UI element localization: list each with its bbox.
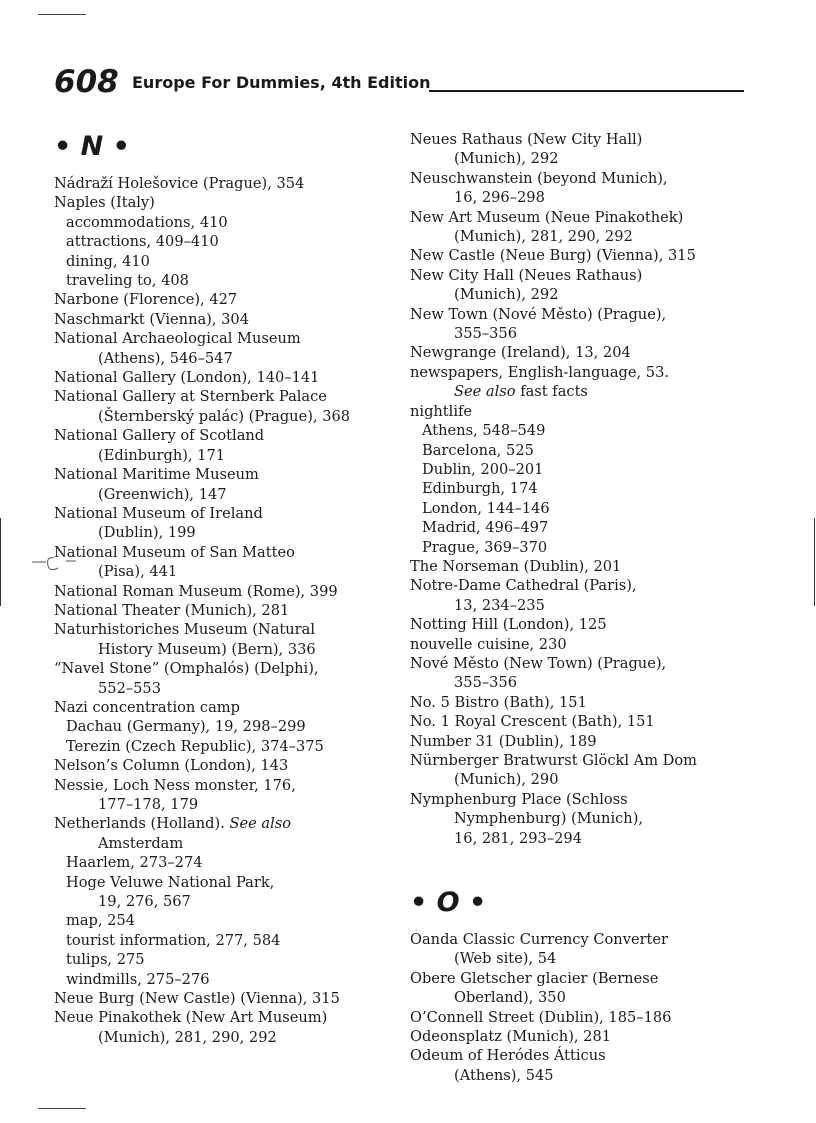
index-entry-text: nightlife xyxy=(410,402,473,420)
index-entry-text: Narbone (Florence), 427 xyxy=(54,291,238,309)
index-entry-text: Dachau (Germany), 19, 298–299 xyxy=(66,718,306,736)
index-entry-text: (Pisa), 441 xyxy=(98,563,178,581)
index-entry-text: attractions, 409–410 xyxy=(66,233,219,251)
index-entry xyxy=(410,693,760,712)
index-entry xyxy=(410,169,760,188)
index-entry-text: Edinburgh, 174 xyxy=(422,480,538,498)
index-list-left xyxy=(54,174,399,1047)
index-entry-text: Amsterdam xyxy=(98,834,184,852)
index-entry xyxy=(54,814,399,833)
index-entry xyxy=(410,208,760,227)
index-entry xyxy=(54,543,399,562)
index-entry xyxy=(410,149,760,168)
index-entry-text: (Šternberský palác) (Prague), 368 xyxy=(98,407,351,425)
index-entry xyxy=(410,188,760,207)
index-entry xyxy=(54,989,399,1008)
index-entry xyxy=(54,620,399,639)
index-entry-text: Athens, 548–549 xyxy=(422,422,546,440)
index-entry xyxy=(54,659,399,678)
index-entry-text: Barcelona, 525 xyxy=(422,441,534,459)
index-entry-text: (Greenwich), 147 xyxy=(98,485,227,503)
index-entry xyxy=(54,1028,399,1047)
index-entry xyxy=(410,441,760,460)
index-entry-text: nouvelle cuisine, 230 xyxy=(410,635,567,653)
index-entry-text: New Town (Nové Město) (Prague), xyxy=(410,305,667,323)
index-entry xyxy=(410,654,760,673)
index-entry xyxy=(54,174,399,193)
index-entry-text: Netherlands (Holland). xyxy=(54,815,230,833)
index-entry xyxy=(410,246,760,265)
index-entry-text: tulips, 275 xyxy=(66,951,145,969)
index-entry-text: New Castle (Neue Burg) (Vienna), 315 xyxy=(410,247,696,265)
index-entry xyxy=(54,290,399,309)
page-edge-mark-right xyxy=(814,518,815,606)
index-entry xyxy=(410,1008,760,1027)
index-entry xyxy=(54,795,399,814)
index-entry xyxy=(410,576,760,595)
index-entry xyxy=(410,421,760,440)
index-entry xyxy=(54,310,399,329)
index-list-right-o xyxy=(410,930,760,1085)
index-entry xyxy=(54,737,399,756)
index-entry-text: Terezin (Czech Republic), 374–375 xyxy=(66,737,324,755)
index-entry-text: (Web site), 54 xyxy=(454,950,557,968)
index-entry-text: National Theater (Munich), 281 xyxy=(54,601,290,619)
index-entry-text: National Gallery at Sternberk Palace xyxy=(54,388,327,406)
index-entry xyxy=(54,232,399,251)
index-entry-text: windmills, 275–276 xyxy=(66,970,210,988)
index-entry-text: Neuschwanstein (beyond Munich), xyxy=(410,169,668,187)
index-entry xyxy=(54,640,399,659)
index-entry xyxy=(54,426,399,445)
index-entry xyxy=(410,266,760,285)
index-entry xyxy=(410,732,760,751)
index-entry xyxy=(410,790,760,809)
index-entry xyxy=(54,582,399,601)
index-entry-text: Prague, 369–370 xyxy=(422,538,548,556)
index-entry xyxy=(410,538,760,557)
index-entry xyxy=(410,324,760,343)
index-entry xyxy=(410,363,760,382)
index-entry-text: The Norseman (Dublin), 201 xyxy=(410,557,622,575)
index-entry xyxy=(54,252,399,271)
index-entry xyxy=(410,949,760,968)
index-entry xyxy=(54,523,399,542)
index-entry-text: (Munich), 290 xyxy=(454,771,559,789)
index-entry xyxy=(54,387,399,406)
index-entry-text: Nelson’s Column (London), 143 xyxy=(54,757,289,775)
index-entry xyxy=(54,407,399,426)
index-entry xyxy=(54,892,399,911)
index-entry-text: Number 31 (Dublin), 189 xyxy=(410,732,597,750)
index-entry-text: (Munich), 292 xyxy=(454,286,559,304)
index-entry-text: 13, 234–235 xyxy=(454,596,545,614)
index-entry xyxy=(54,465,399,484)
index-entry-text: Oanda Classic Currency Converter xyxy=(410,931,669,949)
index-entry xyxy=(410,382,760,401)
index-entry xyxy=(410,518,760,537)
index-entry-text: fast facts xyxy=(515,383,588,401)
index-entry-text: 16, 281, 293–294 xyxy=(454,829,582,847)
index-entry xyxy=(54,717,399,736)
index-entry-text: 19, 276, 567 xyxy=(98,893,191,911)
index-entry-text: History Museum) (Bern), 336 xyxy=(98,640,316,658)
index-entry xyxy=(410,635,760,654)
index-entry xyxy=(54,931,399,950)
index-entry xyxy=(54,504,399,523)
index-entry-text: Nazi concentration camp xyxy=(54,698,240,716)
index-entry-text: (Athens), 545 xyxy=(454,1066,554,1084)
index-entry xyxy=(54,756,399,775)
index-entry-text: National Museum of Ireland xyxy=(54,504,263,522)
index-entry xyxy=(410,1046,760,1065)
index-entry xyxy=(54,873,399,892)
index-entry-text: (Munich), 281, 290, 292 xyxy=(98,1028,277,1046)
index-entry-text: New City Hall (Neues Rathaus) xyxy=(410,266,643,284)
index-entry xyxy=(410,130,760,149)
index-entry-text: 355–356 xyxy=(454,325,518,343)
index-entry-text: 16, 296–298 xyxy=(454,189,545,207)
index-entry xyxy=(54,349,399,368)
index-entry xyxy=(54,698,399,717)
index-entry-text: (Munich), 281, 290, 292 xyxy=(454,228,633,246)
index-entry-text: Hoge Veluwe National Park, xyxy=(66,873,275,891)
index-entry xyxy=(410,751,760,770)
index-entry-text: National Museum of San Matteo xyxy=(54,543,295,561)
index-entry-text: Odeum of Heródes Átticus xyxy=(410,1047,606,1065)
index-entry-text: Newgrange (Ireland), 13, 204 xyxy=(410,344,631,362)
index-entry-text: (Munich), 292 xyxy=(454,150,559,168)
index-entry xyxy=(410,673,760,692)
index-entry-text: Neue Pinakothek (New Art Museum) xyxy=(54,1009,328,1027)
index-entry-text: “Navel Stone” (Omphalós) (Delphi), xyxy=(54,660,319,678)
running-header xyxy=(54,62,744,102)
index-entry xyxy=(54,679,399,698)
index-entry-text: Madrid, 496–497 xyxy=(422,519,549,537)
index-entry xyxy=(54,853,399,872)
index-entry-text: National Maritime Museum xyxy=(54,466,259,484)
index-entry xyxy=(54,193,399,212)
index-entry-text: Neues Rathaus (New City Hall) xyxy=(410,131,643,148)
index-entry-text: No. 5 Bistro (Bath), 151 xyxy=(410,693,587,711)
index-entry xyxy=(54,446,399,465)
index-entry-text: accommodations, 410 xyxy=(66,213,228,231)
index-entry xyxy=(410,615,760,634)
index-entry-text: tourist information, 277, 584 xyxy=(66,931,281,949)
index-entry-text: Naples (Italy) xyxy=(54,194,155,212)
index-entry xyxy=(410,285,760,304)
see-also-ref: See also xyxy=(229,815,292,833)
index-entry-text: Nymphenburg Place (Schloss xyxy=(410,790,628,808)
section-heading-o: • O • xyxy=(410,887,487,919)
index-entry-text: Nádraží Holešovice (Prague), 354 xyxy=(54,175,305,192)
index-entry xyxy=(410,1066,760,1085)
index-entry xyxy=(54,601,399,620)
index-entry-text: Oberland), 350 xyxy=(454,989,566,1007)
index-entry xyxy=(410,343,760,362)
index-entry-text: Nessie, Loch Ness monster, 176, xyxy=(54,776,296,794)
index-entry xyxy=(54,271,399,290)
index-entry-text: Obere Gletscher glacier (Bernese xyxy=(410,969,659,987)
index-entry-text: traveling to, 408 xyxy=(66,272,189,290)
index-entry-text: No. 1 Royal Crescent (Bath), 151 xyxy=(410,713,655,731)
index-entry-text: dining, 410 xyxy=(66,252,150,270)
index-entry xyxy=(54,950,399,969)
index-entry xyxy=(410,499,760,518)
index-entry-text: National Archaeological Museum xyxy=(54,330,301,348)
index-list-right-n xyxy=(410,130,760,848)
index-entry-text: Neue Burg (New Castle) (Vienna), 315 xyxy=(54,990,340,1008)
index-entry xyxy=(54,485,399,504)
section-heading-n: • N • xyxy=(54,131,130,162)
index-entry-text: New Art Museum (Neue Pinakothek) xyxy=(410,208,684,226)
index-entry xyxy=(410,596,760,615)
index-entry xyxy=(54,911,399,930)
index-entry-text: London, 144–146 xyxy=(422,499,550,517)
see-also-ref: See also xyxy=(454,383,516,401)
index-entry-text: (Edinburgh), 171 xyxy=(98,446,226,464)
index-entry-text: Notting Hill (London), 125 xyxy=(410,616,607,634)
index-entry-text: Nymphenburg) (Munich), xyxy=(454,810,644,828)
index-entry xyxy=(54,213,399,232)
index-entry-text: Dublin, 200–201 xyxy=(422,460,544,478)
index-column-right xyxy=(410,130,760,1085)
index-entry xyxy=(410,460,760,479)
book-title: Europe For Dummies, 4th Edition xyxy=(132,73,431,92)
index-entry xyxy=(410,809,760,828)
crop-mark-bottom xyxy=(38,1108,86,1109)
index-entry xyxy=(410,1027,760,1046)
index-entry-text: National Roman Museum (Rome), 399 xyxy=(54,582,338,600)
page-edge-mark-left xyxy=(0,518,1,606)
index-entry-text: Odeonsplatz (Munich), 281 xyxy=(410,1028,612,1046)
index-entry-text: map, 254 xyxy=(66,912,136,930)
index-entry xyxy=(54,1008,399,1027)
header-rule xyxy=(429,90,744,92)
index-entry-text: 355–356 xyxy=(454,674,518,692)
index-entry xyxy=(54,834,399,853)
index-entry xyxy=(410,557,760,576)
index-entry-text: 552–553 xyxy=(98,679,162,697)
index-entry-text: Nové Město (New Town) (Prague), xyxy=(410,654,667,672)
index-entry-text: Nürnberger Bratwurst Glöckl Am Dom xyxy=(410,752,697,769)
index-entry xyxy=(410,712,760,731)
index-entry-text: newspapers, English-language, 53. xyxy=(410,363,670,381)
index-entry-text: O’Connell Street (Dublin), 185–186 xyxy=(410,1008,672,1026)
index-entry-text: Naturhistoriches Museum (Natural xyxy=(54,621,316,639)
index-entry xyxy=(410,930,760,949)
index-entry-text: (Dublin), 199 xyxy=(98,524,196,542)
index-entry xyxy=(410,988,760,1007)
index-entry xyxy=(54,329,399,348)
crop-mark-top xyxy=(38,14,86,15)
index-entry xyxy=(410,969,760,988)
index-entry xyxy=(410,829,760,848)
index-entry xyxy=(410,479,760,498)
index-entry xyxy=(54,562,399,581)
index-entry xyxy=(410,227,760,246)
index-entry-text: (Athens), 546–547 xyxy=(98,349,233,367)
index-entry xyxy=(410,770,760,789)
index-entry xyxy=(54,970,399,989)
index-entry xyxy=(54,776,399,795)
index-entry xyxy=(54,368,399,387)
index-entry-text: Haarlem, 273–274 xyxy=(66,854,203,872)
index-entry xyxy=(410,402,760,421)
index-entry xyxy=(410,305,760,324)
index-entry-text: National Gallery of Scotland xyxy=(54,427,265,445)
index-column-left xyxy=(54,130,399,1047)
index-entry-text: National Gallery (London), 140–141 xyxy=(54,369,320,387)
index-entry-text: Naschmarkt (Vienna), 304 xyxy=(54,310,249,328)
index-entry-text: 177–178, 179 xyxy=(98,796,199,813)
index-entry-text: Notre-Dame Cathedral (Paris), xyxy=(410,577,637,595)
page-number: 608 xyxy=(54,64,119,100)
